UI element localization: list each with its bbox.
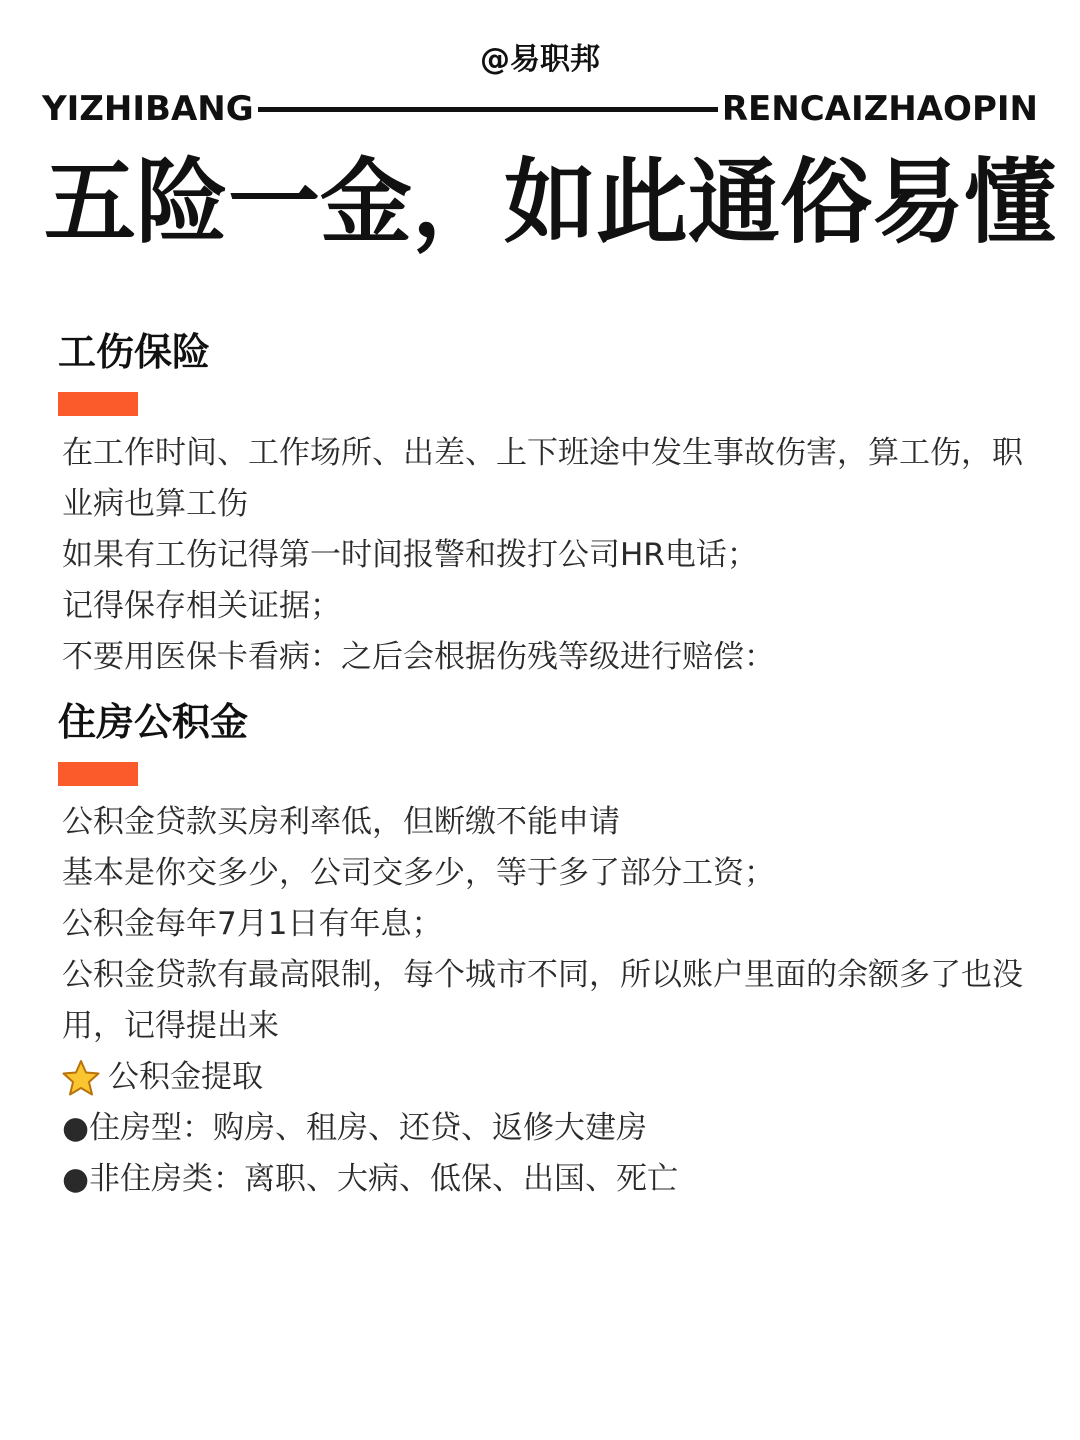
body-line: 基本是你交多少，公司交多少，等于多了部分工资；: [62, 855, 775, 891]
body-line: 公积金贷款有最高限制，每个城市不同，所以账户里面的余额多了也没用，记得提出来: [62, 957, 1023, 1044]
body-line: ●住房型：购房、租房、还贷、返修大建房: [62, 1110, 648, 1146]
brand-left-text: YIZHIBANG: [42, 89, 254, 129]
brand-line: [42, 86, 1038, 132]
body-line: 不要用医保卡看病：之后会根据伤残等级进行赔偿：: [62, 639, 775, 675]
section-title: 工伤保险: [58, 330, 211, 374]
account-handle: @易职邦: [480, 42, 600, 77]
body-line: ●非住房类：离职、大病、低保、出国、死亡: [62, 1161, 679, 1197]
section-housing-fund: [58, 698, 1028, 786]
section-title: 住房公积金: [58, 700, 249, 744]
brand-right-text: RENCAIZHAOPIN: [721, 89, 1038, 129]
section-body: [62, 428, 1032, 683]
section-body: [62, 797, 1032, 1205]
star-icon: [62, 1059, 100, 1097]
section-work-injury: [58, 328, 1028, 416]
section-accent-bar: [58, 392, 138, 416]
body-line-text: 公积金提取: [108, 1059, 263, 1095]
body-line-starred: [62, 1052, 1032, 1103]
page-title: 五险一金，如此通俗易懂: [44, 149, 1057, 256]
body-line: 如果有工伤记得第一时间报警和拨打公司HR电话；: [62, 537, 758, 573]
brand-divider: [258, 107, 718, 112]
body-line: 在工作时间、工作场所、出差、上下班途中发生事故伤害，算工伤，职业病也算工伤: [62, 435, 1023, 522]
body-line: 公积金每年7月1日有年息；: [62, 906, 443, 942]
body-line: 公积金贷款买房利率低，但断缴不能申请: [62, 804, 620, 840]
section-accent-bar: [58, 762, 138, 786]
body-line: 记得保存相关证据；: [62, 588, 341, 624]
